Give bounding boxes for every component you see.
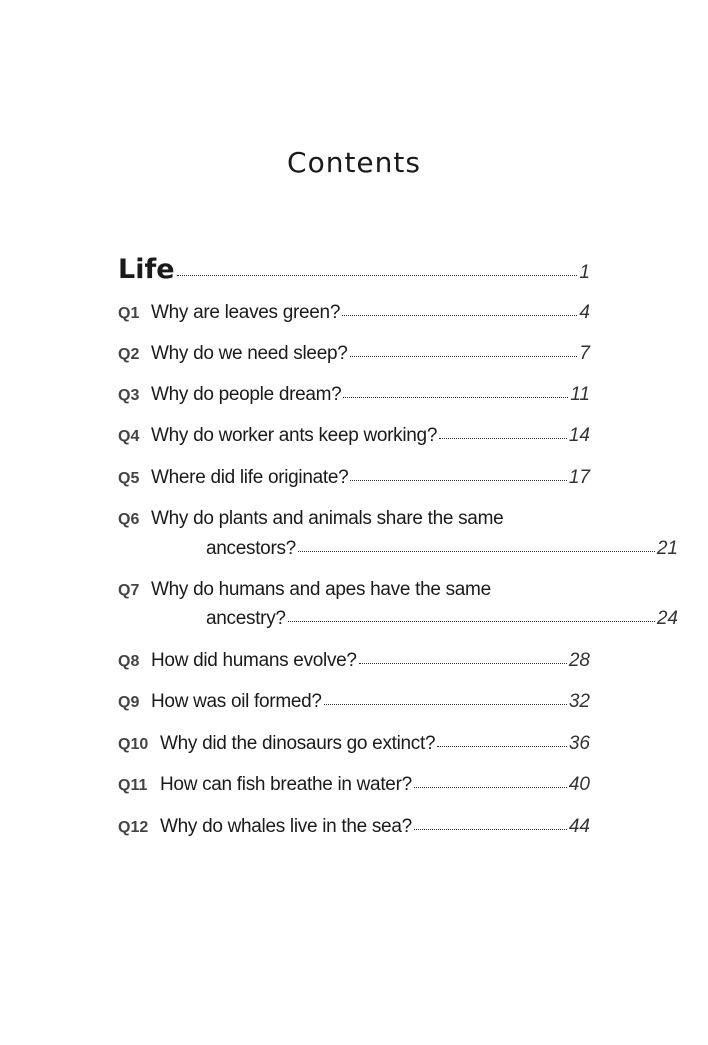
dot-leader xyxy=(414,786,567,788)
question-title-continued: ancestors? xyxy=(206,538,296,559)
dot-leader xyxy=(343,396,568,398)
question-title: Why are leaves green? xyxy=(151,302,341,323)
page-number: 44 xyxy=(568,816,590,837)
question-title: Why do people dream? xyxy=(151,384,342,405)
toc-entry-q7-continued[interactable] xyxy=(118,608,678,630)
page-number: 32 xyxy=(568,691,590,712)
page-number: 40 xyxy=(568,774,590,795)
toc-entry-q9[interactable] xyxy=(118,691,590,713)
question-title: How did humans evolve? xyxy=(151,650,357,671)
dot-leader xyxy=(288,620,655,622)
page-number: 11 xyxy=(570,384,590,405)
toc-entry-q10[interactable] xyxy=(118,733,590,755)
dot-leader xyxy=(342,314,577,316)
toc-entry-q4[interactable] xyxy=(118,425,590,447)
toc-entry-q2[interactable] xyxy=(118,343,590,365)
toc-entry-q12[interactable] xyxy=(118,816,590,838)
question-number: Q12 xyxy=(118,819,149,836)
question-number: Q6 xyxy=(118,511,140,528)
question-title: Why do whales live in the sea? xyxy=(160,816,412,837)
dot-leader xyxy=(298,550,655,552)
page-number: 17 xyxy=(568,467,590,488)
question-number: Q5 xyxy=(118,470,140,487)
question-number: Q9 xyxy=(118,694,140,711)
page-number: 28 xyxy=(568,650,590,671)
question-title: Why do we need sleep? xyxy=(151,343,348,364)
question-title: Why do worker ants keep working? xyxy=(151,425,438,446)
toc-entry-q6-continued[interactable] xyxy=(118,538,678,560)
question-title: Why do plants and animals share the same xyxy=(151,508,504,529)
toc-entry-q11[interactable] xyxy=(118,774,590,796)
dot-leader xyxy=(414,828,567,830)
page-title: Contents xyxy=(287,146,421,179)
dot-leader xyxy=(437,745,567,747)
toc-entry-q5[interactable] xyxy=(118,467,590,489)
question-title: How can fish breathe in water? xyxy=(160,774,412,795)
question-number: Q3 xyxy=(118,387,140,404)
question-number: Q10 xyxy=(118,736,149,753)
question-number: Q11 xyxy=(118,777,148,794)
toc-entry-q8[interactable] xyxy=(118,650,590,672)
question-title-continued: ancestry? xyxy=(206,608,286,629)
toc-entry-q6[interactable] xyxy=(118,508,590,530)
dot-leader xyxy=(350,355,578,357)
page-number: 21 xyxy=(656,538,678,559)
page-number: 7 xyxy=(579,343,590,364)
toc-entry-q1[interactable] xyxy=(118,302,590,324)
question-title: Why do humans and apes have the same xyxy=(151,579,491,600)
page-number: 36 xyxy=(568,733,590,754)
dot-leader xyxy=(324,703,567,705)
dot-leader xyxy=(350,479,566,481)
dot-leader xyxy=(177,274,578,276)
dot-leader xyxy=(359,662,567,664)
page-number: 4 xyxy=(579,302,590,323)
question-number: Q2 xyxy=(118,346,140,363)
question-number: Q8 xyxy=(118,653,140,670)
section-title: Life xyxy=(118,254,175,285)
question-title: Where did life originate? xyxy=(151,467,349,488)
toc-section-life[interactable] xyxy=(118,254,590,285)
question-number: Q7 xyxy=(118,582,140,599)
dot-leader xyxy=(439,437,567,439)
question-title: Why did the dinosaurs go extinct? xyxy=(160,733,436,754)
question-number: Q1 xyxy=(118,305,140,322)
toc-entry-q7[interactable] xyxy=(118,579,590,601)
question-title: How was oil formed? xyxy=(151,691,322,712)
toc-entry-q3[interactable] xyxy=(118,384,590,406)
page-number: 14 xyxy=(568,425,590,446)
question-number: Q4 xyxy=(118,428,140,445)
page-number: 24 xyxy=(656,608,678,629)
page-number: 1 xyxy=(579,262,590,283)
